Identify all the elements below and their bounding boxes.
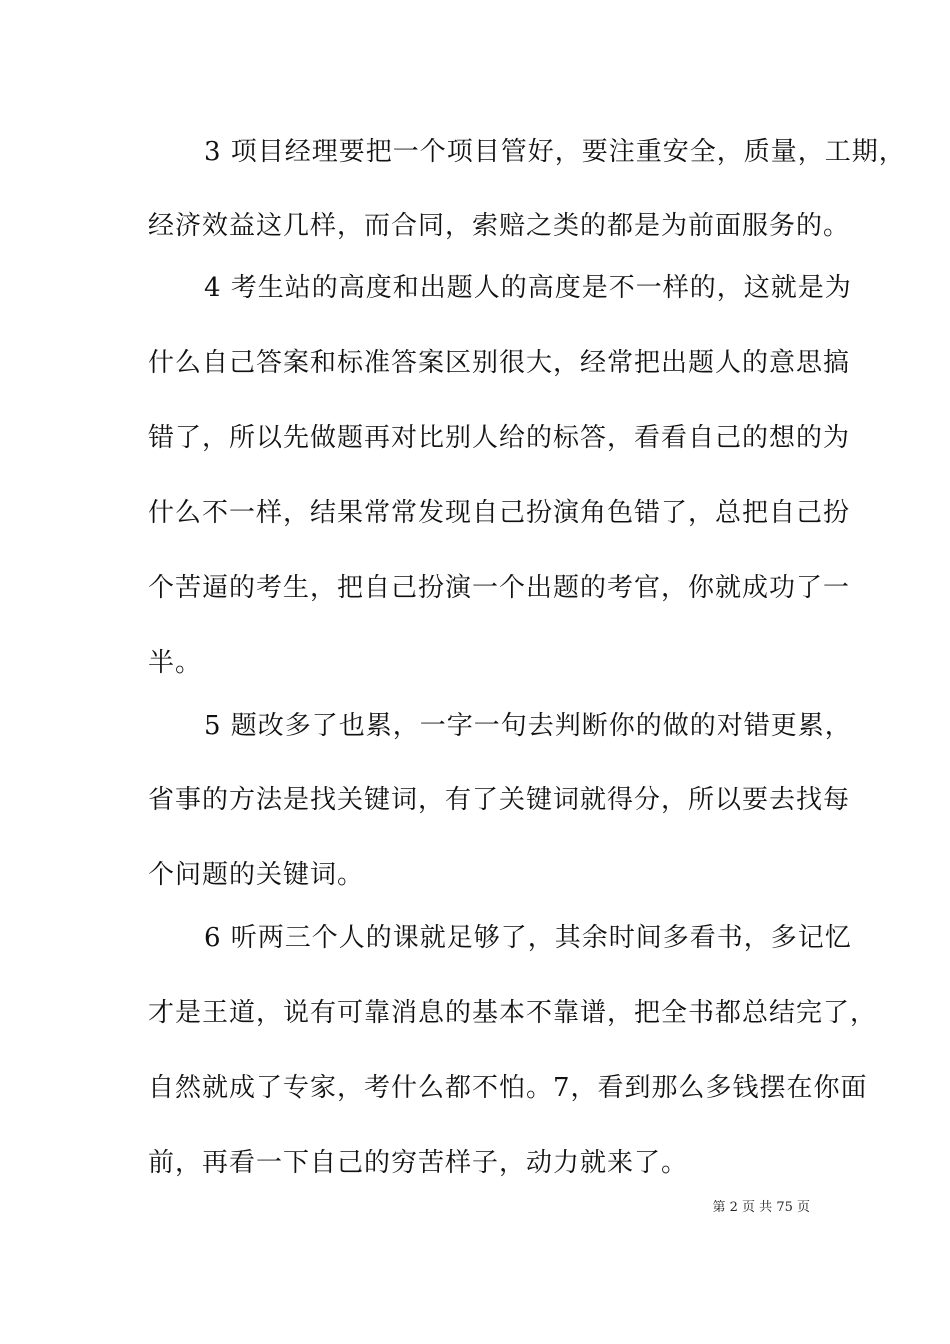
paragraph-4-line-1: 6 听两三个人的课就足够了，其余时间多看书，多记忆 — [204, 923, 852, 953]
paragraph-2-line-4: 什么不一样，结果常常发现自己扮演角色错了，总把自己扮 — [148, 498, 851, 528]
paragraph-2-line-5: 个苦逼的考生，把自己扮演一个出题的考官，你就成功了一 — [148, 573, 851, 603]
paragraph-3-line-2: 省事的方法是找关键词，有了关键词就得分，所以要去找每 — [148, 785, 851, 815]
paragraph-2-line-3: 错了，所以先做题再对比别人给的标答，看看自己的想的为 — [148, 423, 851, 453]
paragraph-2-line-2: 什么自己答案和标准答案区别很大，经常把出题人的意思搞 — [148, 348, 851, 378]
paragraph-2-line-6: 半。 — [148, 648, 203, 678]
paragraph-1-line-2: 经济效益这几样，而合同，索赔之类的都是为前面服务的。 — [148, 211, 851, 241]
paragraph-4-line-4: 前，再看一下自己的穷苦样子，动力就来了。 — [148, 1148, 689, 1178]
paragraph-4-line-2: 才是王道，说有可靠消息的基本不靠谱，把全书都总结完了， — [148, 998, 878, 1028]
page-number-footer: 第 2 页 共 75 页 — [712, 1200, 810, 1215]
paragraph-4-line-3: 自然就成了专家，考什么都不怕。7，看到那么多钱摆在你面 — [148, 1073, 868, 1103]
paragraph-2-line-1: 4 考生站的高度和出题人的高度是不一样的，这就是为 — [204, 273, 852, 303]
paragraph-3-line-3: 个问题的关键词。 — [148, 860, 365, 890]
paragraph-1-line-1: 3 项目经理要把一个项目管好，要注重安全，质量，工期， — [204, 137, 906, 167]
paragraph-3-line-1: 5 题改多了也累，一字一句去判断你的做的对错更累， — [204, 711, 852, 741]
